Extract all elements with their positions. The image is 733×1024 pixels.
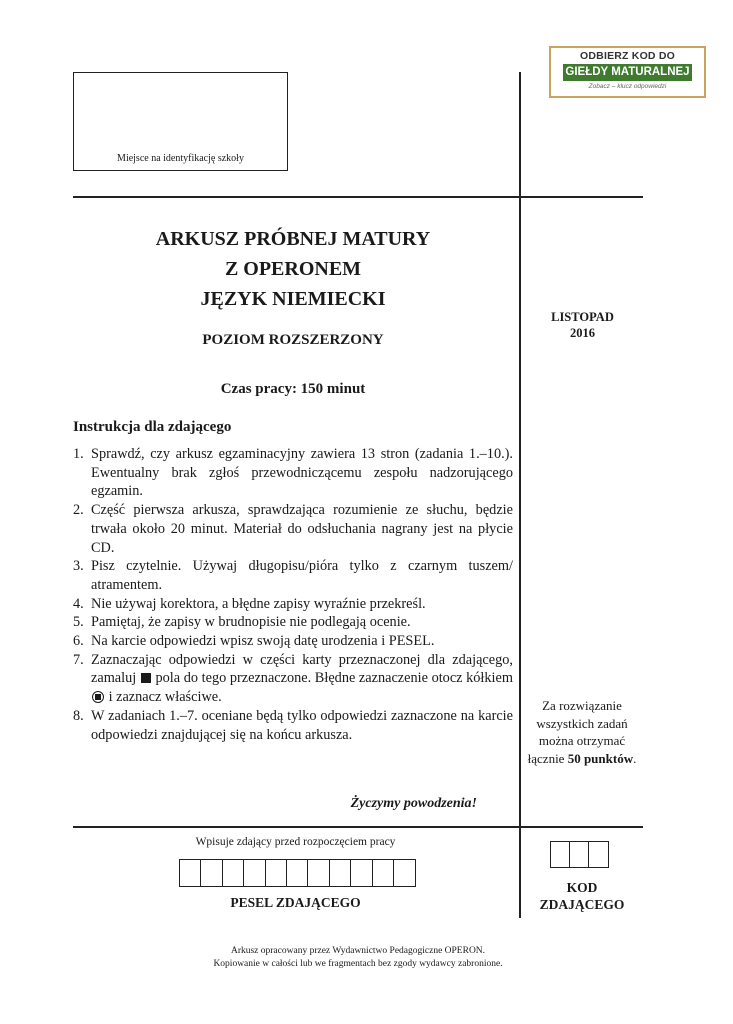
points-prefix: łącznie (527, 750, 568, 766)
instruction-text: Część pierwsza arkusza, sprawdzająca rozumienie ze słuchu, będzie trwała około 20 minut. Materiał do odsłuchania nagrany jest na płycie CD. (91, 502, 513, 556)
top-divider (73, 196, 643, 198)
pesel-digit-box[interactable] (394, 860, 415, 886)
exam-time: Czas pracy: 150 minut (220, 381, 366, 397)
student-code-label (522, 879, 642, 913)
points-line4 (522, 750, 642, 768)
points-line3: można otrzymać (538, 733, 626, 748)
instruction-number: 2. (73, 502, 84, 519)
exam-subject: JĘZYK NIEMIECKI (200, 288, 386, 310)
student-code-boxes[interactable] (550, 841, 609, 868)
school-id-box (73, 72, 288, 171)
instruction-item (73, 613, 513, 632)
points-line1: Za rozwiązanie (542, 698, 622, 713)
instruction-item (73, 595, 513, 614)
instruction-number: 7. (73, 651, 84, 668)
code-digit-box[interactable] (551, 842, 570, 867)
pesel-digit-box[interactable] (330, 860, 351, 886)
footer-line1: Arkusz opracowany przez Wydawnictwo Pedagogiczne OPERON. (230, 946, 486, 956)
instruction-text-part-a: Zaznaczając odpowiedzi w części karty przeznaczonej dla zdającego, zamaluj (91, 651, 513, 687)
footer-line2: Kopiowanie w całości lub we fragmentach bez zgody wydawcy zabronione. (213, 959, 503, 969)
school-id-label: Miejsce na identyfikację szkoły (117, 153, 244, 164)
instruction-text: Nie używaj korektora, a błędne zapisy wyraźnie przekreśl. (91, 595, 426, 612)
code-label-line1: KOD (566, 880, 598, 895)
points-info (522, 697, 642, 767)
pesel-digit-box[interactable] (287, 860, 308, 886)
exam-title-line1: ARKUSZ PRÓBNEJ MATURY (155, 228, 431, 250)
pesel-digit-box[interactable] (244, 860, 265, 886)
pesel-digit-box[interactable] (180, 860, 201, 886)
exam-year: 2016 (570, 326, 595, 340)
instruction-number: 1. (73, 446, 84, 462)
instruction-text: Na karcie odpowiedzi wpisz swoją datę urodzenia i PESEL. (91, 633, 435, 650)
circled-square-icon (92, 691, 104, 703)
badge-line1: ODBIERZ KOD DO (580, 50, 675, 62)
instruction-item (73, 557, 513, 594)
publisher-footer (73, 945, 643, 971)
exam-title-line2: Z OPERONEM (224, 258, 362, 280)
pesel-label: PESEL ZDAJĄCEGO (230, 895, 361, 910)
good-luck-text: Życzymy powodzenia! (350, 796, 477, 811)
exam-level: POZIOM ROZSZERZONY (202, 332, 384, 348)
pesel-digit-box[interactable] (223, 860, 244, 886)
code-digit-box[interactable] (570, 842, 589, 867)
points-value: 50 punktów (567, 750, 634, 766)
instruction-number: 3. (73, 558, 84, 575)
instructions-heading: Instrukcja dla zdającego (73, 419, 232, 435)
pesel-digit-box[interactable] (266, 860, 287, 886)
pesel-digit-box[interactable] (373, 860, 394, 886)
code-label-line2: ZDAJĄCEGO (539, 897, 625, 912)
points-line2: wszystkich zadań (536, 715, 628, 731)
instruction-number: 5. (73, 614, 84, 631)
instruction-item (73, 445, 513, 501)
instruction-text: Pisz czytelnie. Używaj długopisu/pióra tylko z czarnym tuszem/ atramentem. (91, 558, 513, 593)
instruction-number: 6. (73, 633, 84, 650)
instruction-text: W zadaniach 1.–7. oceniane będą tylko odpowiedzi zaznaczone na karcie odpowiedzi znajdującej się na końcu arkusza. (91, 707, 513, 743)
badge-line2: GIEŁDY MATURALNEJ (563, 64, 692, 81)
instruction-text-part-b: pola do tego przeznaczone. Błędne zaznaczenie otocz kółkiem (151, 670, 513, 687)
pesel-input-boxes[interactable] (179, 859, 416, 887)
pesel-digit-box[interactable] (351, 860, 372, 886)
instruction-text: Pamiętaj, że zapisy w brudnopisie nie podlegają ocenie. (91, 614, 411, 631)
instruction-text: Sprawdź, czy arkusz egzaminacyjny zawiera 13 stron (zadania 1.–10.). Ewentualny brak zgłoś przewodniczącemu zespołu nadzorującego egzamin. (91, 446, 513, 500)
points-suffix: . (633, 750, 637, 766)
instructions-list (73, 445, 513, 744)
exchange-code-badge[interactable] (549, 46, 706, 98)
pesel-note: Wpisuje zdający przed rozpoczęciem pracy (195, 836, 396, 848)
code-digit-box[interactable] (589, 842, 608, 867)
pesel-digit-box[interactable] (201, 860, 222, 886)
instruction-number: 4. (73, 595, 84, 612)
pesel-digit-box[interactable] (308, 860, 329, 886)
instruction-item (73, 707, 513, 744)
bottom-divider (73, 826, 643, 828)
instruction-item (73, 632, 513, 651)
exam-month: LISTOPAD (551, 310, 614, 324)
badge-line3: Zobacz – klucz odpowiedzi (588, 83, 667, 90)
instruction-number: 8. (73, 707, 84, 724)
exam-date (525, 309, 640, 341)
instruction-item (73, 651, 513, 707)
filled-square-icon (141, 673, 151, 683)
instruction-text-part-c: i zaznacz właściwe. (105, 689, 222, 706)
vertical-divider (519, 72, 521, 918)
instruction-item (73, 501, 513, 557)
